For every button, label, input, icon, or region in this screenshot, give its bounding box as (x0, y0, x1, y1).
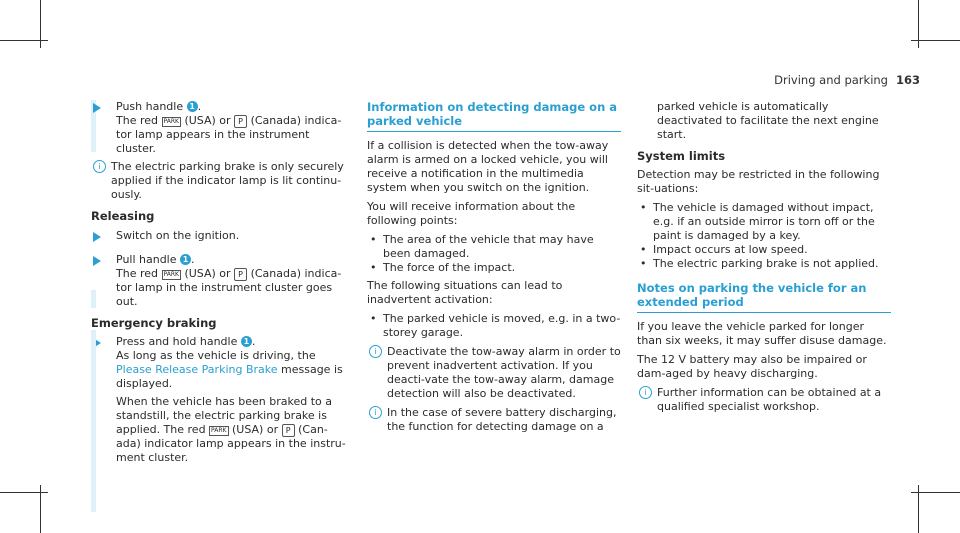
bullet-list (637, 201, 891, 271)
callout-number-icon: 1 (187, 101, 198, 112)
note-text: Deactivate the tow-away alarm in order to prevent inadvertent activation. If you deacti-vate the tow-away alarm, damage detection will also be deactivated. (387, 345, 621, 400)
column-right (637, 100, 891, 414)
bullet-list (367, 312, 621, 340)
step-text: (Can-ada) indicator lamp appears in the instru-ment cluster. (116, 423, 346, 464)
info-icon: i (369, 345, 382, 358)
step-text: (USA) or (184, 114, 231, 127)
subheading-system-limits: System limits (637, 149, 726, 163)
column-middle (367, 100, 621, 434)
crop-mark (0, 40, 48, 41)
section-heading: Information on detecting damage on a parked vehicle (367, 100, 621, 132)
crop-mark (911, 40, 960, 41)
page-number: 163 (895, 73, 920, 87)
step-text: Switch on the ignition. (116, 229, 240, 242)
step-text: message is displayed. (116, 363, 343, 390)
step-text: (Canada) indica-tor lamp in the instrument cluster goes out. (116, 267, 342, 308)
section-heading: Notes on parking the vehicle for an extended period (637, 281, 891, 313)
callout-number-icon: 1 (180, 254, 191, 265)
action-arrow-icon (93, 232, 101, 242)
callout-number-icon: 1 (241, 336, 252, 347)
note (367, 345, 621, 401)
step-text: (USA) or (184, 267, 231, 280)
paragraph: The 12 V battery may also be impaired or dam-aged by heavy discharging. (637, 353, 867, 380)
paragraph: If a collision is detected when the tow-away alarm is armed on a locked vehicle, you will receive a notification in the multimedia system when you switch on the ignition. (367, 139, 609, 194)
parking-brake-lamp-icon: P (234, 115, 247, 128)
list-item: • Impact occurs at low speed. (637, 243, 891, 257)
list-item: • The parked vehicle is moved, e.g. in a two-storey garage. (367, 312, 621, 340)
info-icon: i (369, 406, 382, 419)
note (637, 386, 891, 414)
crop-mark (0, 492, 48, 493)
note-text: In the case of severe battery discharging, the function for detecting damage on a (387, 406, 617, 433)
info-icon: i (639, 386, 652, 399)
parking-brake-lamp-icon: P (282, 424, 295, 437)
section-title: Driving and parking (774, 73, 888, 87)
step-text: (Canada) indica-tor lamp appears in the instrument cluster. (116, 114, 342, 155)
subheading-emergency: Emergency braking (91, 316, 217, 330)
list-item: • The force of the impact. (367, 261, 621, 275)
list-item: • The electric parking brake is not applied. (637, 257, 891, 271)
note-text: The electric parking brake is only securely applied if the indicator lamp is lit continu-ously. (111, 160, 344, 201)
step-text: The red (116, 267, 158, 280)
action-arrow-icon (93, 256, 101, 266)
column-left (91, 100, 351, 465)
step-text: The red (116, 114, 158, 127)
step-text: Press and hold handle (116, 335, 238, 348)
step-stripe (91, 290, 96, 308)
paragraph: The following situations can lead to inadvertent activation: (367, 279, 563, 306)
action-arrow-icon (93, 103, 101, 113)
step-text: Push handle (116, 100, 184, 113)
info-icon: i (93, 160, 106, 173)
step-pull-handle: Pull handle 1 . The red PARK (USA) or P (Canada) indica-tor lamp in the instrument cluster goes out. (91, 253, 351, 309)
display-message: Please Release Parking Brake (116, 363, 278, 376)
step-text: When the vehicle has been braked to a standstill, the electric parking brake is applied. The red (116, 395, 332, 436)
paragraph: Detection may be restricted in the following sit-uations: (637, 168, 880, 195)
step-ignition (91, 229, 351, 243)
page-header (774, 73, 920, 87)
step-text: As long as the vehicle is driving, the (116, 349, 316, 362)
paragraph: You will receive information about the following points: (367, 200, 576, 227)
step-press-handle: Press and hold handle 1 . As long as the vehicle is driving, the Please Release Parking Brake message is displayed. When the vehicle has been braked to a standstill, the electric parking brake is applied. The red PARK (USA) or P (Can-ada) indicator lamp appears in the instru-ment cluster. (91, 335, 351, 465)
list-item: • The vehicle is damaged without impact, e.g. if an outside mirror is torn off or the paint is damaged by a key. (637, 201, 891, 243)
note (91, 160, 351, 202)
step-text: Pull handle (116, 253, 177, 266)
bullet-list (367, 233, 621, 275)
list-item: • The area of the vehicle that may have been damaged. (367, 233, 621, 261)
subheading-releasing: Releasing (91, 209, 155, 223)
parking-brake-lamp-icon: P (234, 268, 247, 281)
note-text: Further information can be obtained at a qualified specialist workshop. (657, 386, 882, 413)
step-text: (USA) or (232, 423, 279, 436)
park-lamp-icon: PARK (163, 271, 179, 278)
note-continuation: parked vehicle is automatically deactivated to facilitate the next engine start. (657, 100, 879, 141)
park-lamp-icon: PARK (163, 118, 179, 125)
park-lamp-icon: PARK (211, 427, 227, 434)
step-stripe (91, 330, 96, 512)
step-push-handle: Push handle 1 . The red PARK (USA) or P (Canada) indica-tor lamp appears in the instrument cluster. (91, 100, 351, 156)
crop-mark (911, 492, 960, 493)
note (367, 406, 621, 434)
paragraph: If you leave the vehicle parked for longer than six weeks, it may suffer disuse damage. (637, 320, 887, 347)
